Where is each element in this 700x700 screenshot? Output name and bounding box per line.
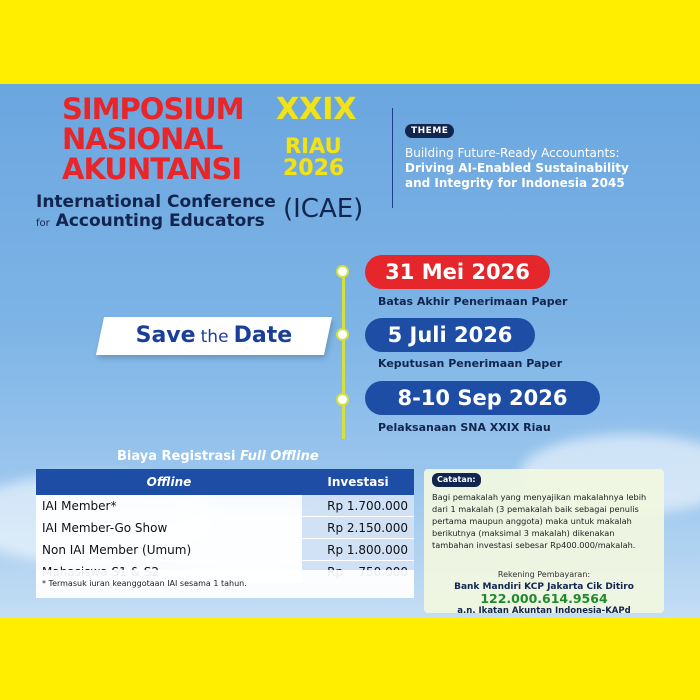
date-pill-2: 5 Juli 2026 xyxy=(365,318,535,352)
title-line-2: NASIONAL xyxy=(62,122,223,156)
bank-info xyxy=(424,569,664,617)
title-line-1: SIMPOSIUM xyxy=(62,92,244,126)
table-row xyxy=(36,495,414,517)
theme-tag: THEME xyxy=(405,124,454,138)
date-label-3: Pelaksanaan SNA XXIX Riau xyxy=(378,421,551,434)
fee-name: IAI Member* xyxy=(36,495,302,517)
bank-label: Rekening Pembayaran: xyxy=(497,570,591,579)
theme-line-3: and Integrity for Indonesia 2045 xyxy=(405,176,625,190)
table-row xyxy=(36,539,414,561)
timeline-line xyxy=(342,269,345,439)
timeline-dot-1 xyxy=(336,265,349,278)
fee-table xyxy=(36,469,414,583)
icae-line-2 xyxy=(36,211,265,231)
col-investasi: Investasi xyxy=(302,469,414,495)
divider xyxy=(392,108,393,208)
date-pill-1: 31 Mei 2026 xyxy=(365,255,550,289)
icae-line-2-text: Accounting Educators xyxy=(55,211,265,231)
account-number: 122.000.614.9564 xyxy=(480,591,608,606)
fee-price: Rp 2.150.000 xyxy=(302,517,414,539)
year: 2026 xyxy=(283,156,345,181)
timeline-dot-3 xyxy=(336,393,349,406)
fee-price: Rp 1.800.000 xyxy=(302,539,414,561)
icae-for: for xyxy=(36,218,50,229)
fee-price: Rp 1.700.000 xyxy=(302,495,414,517)
col-offline: Offline xyxy=(36,469,302,495)
date-label-2: Keputusan Penerimaan Paper xyxy=(378,357,563,370)
notes-body: Bagi pemakalah yang menyajikan makalahnya lebih dari 1 makalah (3 pemakalah baik sebagai penulis pertama maupun anggota) maka untuk makalah berikutnya (maksimal 3 makalah) dikenakan tambahan investasi sebesar Rp400.000/makalah. xyxy=(432,492,647,550)
account-holder: a.n. Ikatan Akuntan Indonesia-KAPd xyxy=(457,606,631,616)
fee-title xyxy=(117,449,319,464)
save-word: Save xyxy=(135,323,196,348)
date-label-1: Batas Akhir Penerimaan Paper xyxy=(378,295,568,308)
bank-name: Bank Mandiri KCP Jakarta Cik Ditiro xyxy=(454,582,634,592)
location: RIAU xyxy=(285,134,342,158)
title-line-3: AKUNTANSI xyxy=(62,152,242,186)
edition: XXIX xyxy=(276,92,357,127)
fee-name: Non IAI Member (Umum) xyxy=(36,539,302,561)
theme-line-2: Driving AI-Enabled Sustainability xyxy=(405,161,629,175)
notes-tag: Catatan: xyxy=(432,473,481,487)
fee-footnote: * Termasuk iuran keanggotaan IAI sesama 1 tahun. xyxy=(36,570,414,598)
fee-heading-italic: Full Offline xyxy=(239,449,319,464)
date-pill-3: 8-10 Sep 2026 xyxy=(365,381,600,415)
table-row xyxy=(36,517,414,539)
fee-name: IAI Member-Go Show xyxy=(36,517,302,539)
theme-text xyxy=(405,146,695,191)
timeline-dot-2 xyxy=(336,328,349,341)
the-word: the xyxy=(200,327,229,347)
theme-line-1: Building Future-Ready Accountants: xyxy=(405,146,620,160)
icae-line-1: International Conference xyxy=(36,192,276,212)
poster xyxy=(0,84,700,618)
save-the-date-banner xyxy=(96,317,332,355)
notes-box xyxy=(424,469,664,616)
icae-abbrev: (ICAE) xyxy=(283,194,364,224)
date-word: Date xyxy=(233,323,293,348)
fee-heading: Biaya Registrasi xyxy=(117,449,236,464)
